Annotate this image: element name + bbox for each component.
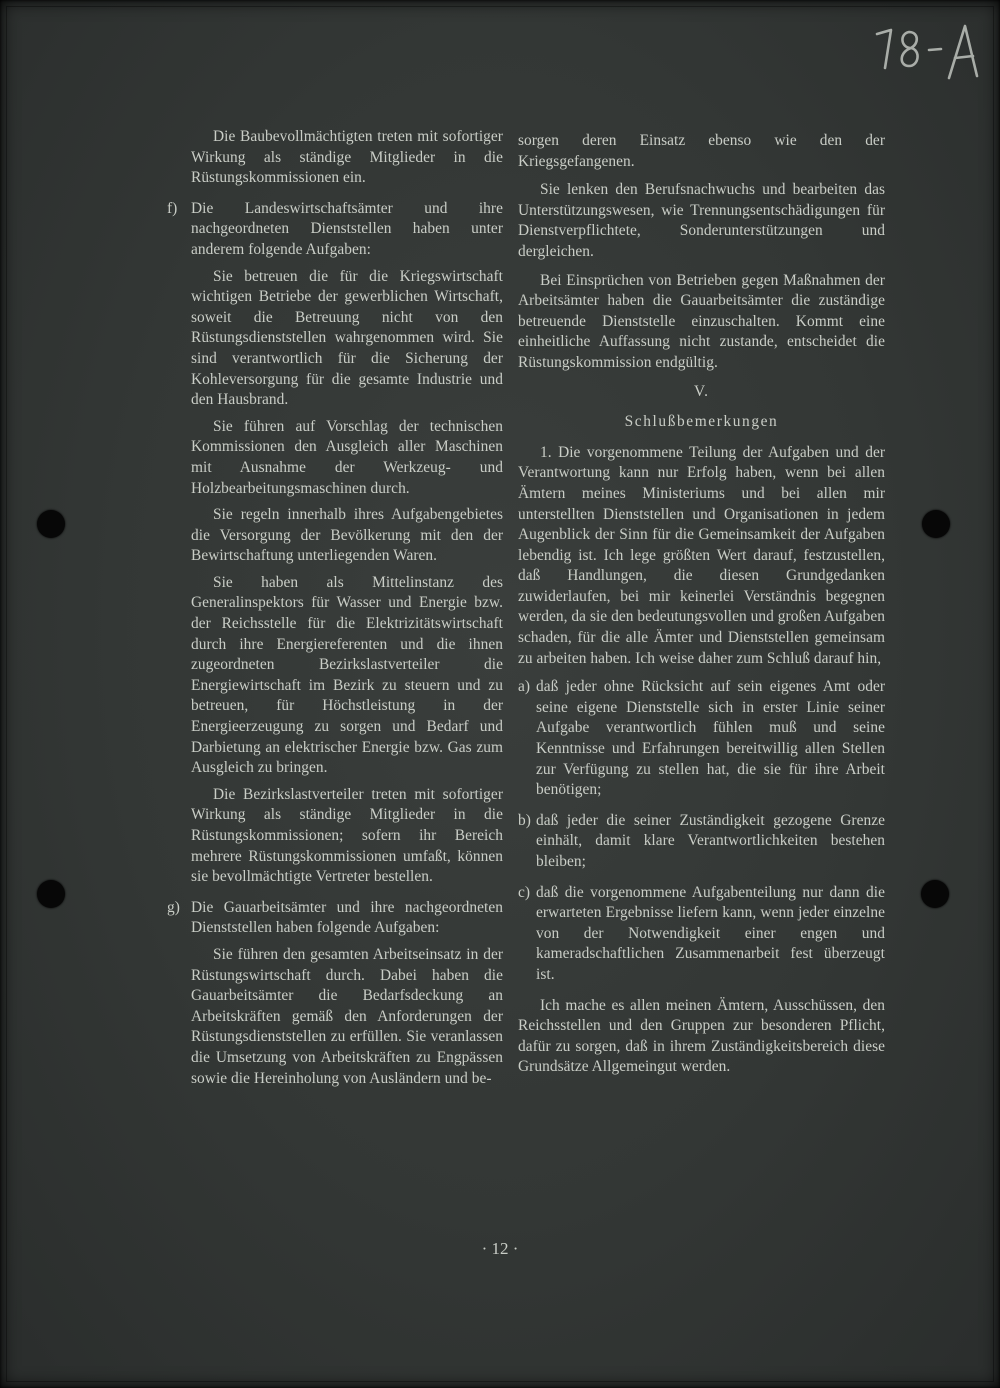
paragraph-betreuen: Sie betreuen die für die Kriegswirtschaft wichtigen Betriebe der gewerblichen Wirtschaft, soweit die Betreuung nicht von den Rüstungsdienststellen wahrgenommen wird. Sie sind verantwortlich für die Sicherung der Kohleversorgung für die gesamte Industrie und den Hausbrand. bbox=[191, 267, 503, 409]
list-item-b bbox=[518, 811, 885, 873]
list-item-f bbox=[167, 199, 503, 888]
paragraph-baubevollmaechtigte: Die Baubevollmächtigten treten mit sofortiger Wirkung als ständige Mitglieder in die Rüstungskommissionen ein. bbox=[191, 128, 503, 187]
list-item-text: daß die vorgenommene Aufgabenteilung nur dann die erwarteten Ergebnisse liefern kann, wenn jeder einzelne von der Notwendigkeit einer engen und kameradschaftlichen Zusammenarbeit fest überzeugt ist. bbox=[536, 883, 885, 983]
paragraph-continuation: sorgen deren Einsatz ebenso wie den der Kriegsgefangenen. bbox=[518, 132, 885, 170]
list-marker: f) bbox=[167, 199, 178, 217]
list-marker: g) bbox=[167, 898, 180, 916]
section-number: V. bbox=[694, 382, 709, 400]
paragraph-point-1: 1. Die vorgenommene Teilung der Aufgaben und der Verantwortung kann nur Erfolg haben, wenn bei allen Ämtern meines Ministeriums und bei allen mir unterstellten Dienststellen und Organisationen in jedem Augenblick der Sinn für die Gemeinsamkeit der Aufgaben lebendig ist. Ich lege größten Wert darauf, festzustellen, daß Handlungen, die diesen Grundgedanken zuwiderlaufen, bei mir keinerlei Verständnis begegnen werden, da sie den bedeutungsvollen und großen Aufgaben schaden, für die alle Ämter und Dienststellen gemeinsam zu arbeiten haben. Ich weise daher zum Schluß darauf hin, bbox=[518, 443, 885, 667]
paragraph-energie: Sie haben als Mittelinstanz des Generalinspektors für Wasser und Energie bzw. der Reichsstelle für die Elektrizitätswirtschaft durch ihre Energiereferenten und die ihnen zugeordneten Bezirkslastverteiler die Energiewirtschaft im Bezirk zu steuern und zu betreuen, für Höchstleistung in der Energieerzeugung zu sorgen und Bedarf und Darbietung an elektrischer Energie bzw. Gas zum Ausgleich zu bringen. bbox=[191, 573, 503, 777]
section-title: Schlußbemerkungen bbox=[624, 413, 779, 431]
item-g-intro: Die Gauarbeitsämter und ihre nachgeordneten Dienststellen haben folgende Aufgaben: bbox=[191, 898, 503, 937]
list-marker: c) bbox=[518, 883, 531, 901]
paragraph-ausgleich: Sie führen auf Vorschlag der technischen Kommissionen den Ausgleich aller Maschinen mit Ausnahme der Werkzeug- und Holzbearbeitungsmaschinen durch. bbox=[191, 417, 503, 497]
paragraph-versorgung: Sie regeln innerhalb ihres Aufgabengebietes die Versorgung der Bevölkerung mit den der Bewirtschaftung unterliegenden Waren. bbox=[191, 506, 503, 565]
paragraph-berufsnachwuchs: Sie lenken den Berufsnachwuchs und bearbeiten das Unterstützungswesen, wie Trennungsentschädigungen für Dienstverpflichtete, Sonderunterstützungen und dergleichen. bbox=[518, 181, 885, 260]
punch-hole-left-upper bbox=[37, 510, 65, 538]
handwritten-archive-mark bbox=[865, 18, 990, 93]
punch-hole-left-lower bbox=[37, 880, 65, 908]
list-marker: b) bbox=[518, 811, 531, 829]
list-item-text: daß jeder ohne Rücksicht auf sein eigenes Amt oder seine eigene Dienststelle sich in erster Linie seiner Aufgabe verantwortlich fühlen muß und seine Kenntnisse und Erfahrungen bereitwillig allen Stellen zur Verfügung zu stellen hat, die sie für ihre Arbeit benötigen; bbox=[536, 678, 885, 799]
paragraph-arbeitseinsatz: Sie führen den gesamten Arbeitseinsatz in der Rüstungswirtschaft durch. Dabei haben die Gauarbeitsämter die Bedarfsdeckung an Arbeitskräften gemäß den Anforderungen der Rüstungsdienststellen zu erfüllen. Sie veranlassen die Umsetzung von Arbeitskräften zu Engpässen sowie die Hereinholung von Ausländern und be- bbox=[191, 945, 503, 1087]
paragraph-einsprueche: Bei Einsprüchen von Betrieben gegen Maßnahmen der Arbeitsämter haben die Gauarbeitsämter die zuständige betreuende Dienststelle einzuschalten. Kommt eine einheitliche Auffassung nicht zustande, entscheidet die Rüstungskommission endgültig. bbox=[518, 271, 885, 371]
list-item-text: daß jeder die seiner Zuständigkeit gezogene Grenze einhält, damit klare Verantwortlichkeiten bestehen bleiben; bbox=[536, 811, 885, 870]
list-item-a bbox=[518, 677, 885, 801]
list-item-g bbox=[167, 898, 503, 1089]
right-text-column bbox=[518, 131, 885, 1088]
left-text-column bbox=[167, 127, 503, 1099]
page-number: · 12 · bbox=[481, 1239, 519, 1258]
list-marker: a) bbox=[518, 678, 531, 696]
paragraph-closing: Ich mache es allen meinen Ämtern, Ausschüssen, den Reichsstellen und den Gruppen zur besonderen Pflicht, dafür zu sorgen, daß in ihrem Zuständigkeitsbereich diese Grundsätze Allgemeingut werden. bbox=[518, 996, 885, 1076]
paragraph-bezirkslastverteiler: Die Bezirkslastverteiler treten mit sofortiger Wirkung als ständige Mitglieder in die Rüstungskommissionen; sofern ihr Bereich mehrere Rüstungskommissionen umfaßt, können sie bevollmächtigte Vertreter bestellen. bbox=[191, 785, 503, 886]
item-f-intro: Die Landeswirtschaftsämter und ihre nachgeordneten Dienststellen haben unter anderem folgende Aufgaben: bbox=[191, 199, 503, 258]
list-item-c bbox=[518, 883, 885, 986]
punch-hole-right-lower bbox=[921, 880, 949, 908]
punch-hole-right-upper bbox=[922, 510, 950, 538]
